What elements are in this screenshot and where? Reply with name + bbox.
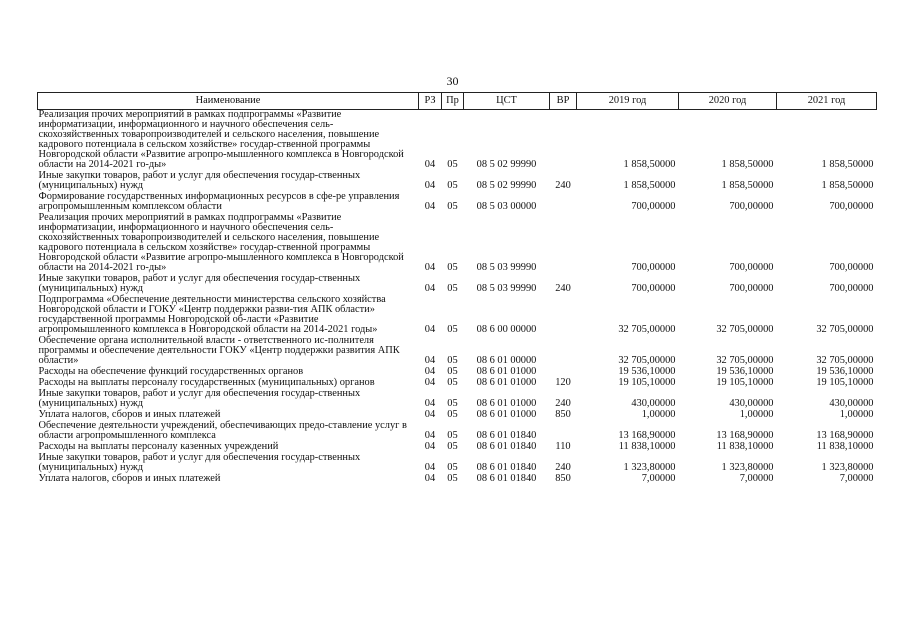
- row-amount-2019: 1 858,50000: [623, 180, 676, 191]
- row-vr: [550, 336, 577, 367]
- row-pr: 05: [447, 262, 458, 273]
- row-amount-2019: 1,00000: [641, 409, 676, 420]
- row-amount-2020: 32 705,00000: [716, 355, 774, 366]
- row-name: Реализация прочих мероприятий в рамках подпрограммы «Развитие информатизации, информационного и научного обеспечения сель-скохозяйственных товаропроизводителей и сельского населения, повышение кадрового потенциала в сельском хозяйстве» государ-ственной программы Новгородской области «Развитие агропро-мышленного комплекса в Новгородской области на 2014-2021 го-ды»: [38, 109, 404, 170]
- row-amount-2021: 430,00000: [829, 398, 874, 409]
- row-cst: 08 6 01 01000: [476, 377, 537, 388]
- row-rz: 04: [424, 473, 436, 484]
- header-rz: РЗ: [419, 93, 442, 110]
- table-row: [38, 474, 877, 485]
- row-vr: [550, 110, 577, 172]
- row-amount-2021: 13 168,90000: [816, 430, 874, 441]
- row-cst: 08 6 01 01000: [476, 398, 537, 409]
- page-number: 30: [446, 74, 459, 88]
- row-cst: 08 6 01 01000: [476, 366, 537, 377]
- row-amount-2020: 32 705,00000: [716, 324, 774, 335]
- row-amount-2019: 13 168,90000: [618, 430, 676, 441]
- row-cst: 08 6 01 01840: [476, 473, 537, 484]
- row-amount-2020: 700,00000: [729, 262, 774, 273]
- row-vr: 850: [555, 409, 571, 420]
- row-rz: 04: [424, 462, 436, 473]
- row-name: Иные закупки товаров, работ и услуг для обеспечения государ-ственных (муниципальных) нужд: [38, 273, 361, 294]
- header-2021: 2021 год: [777, 93, 877, 110]
- row-pr: 05: [447, 159, 458, 170]
- row-amount-2019: 700,00000: [631, 262, 676, 273]
- row-vr: 850: [555, 473, 571, 484]
- row-pr: 05: [447, 398, 458, 409]
- row-name: Обеспечение органа исполнительной власти - ответственного ис-полнителя программы и обеспечение деятельности ГОКУ «Центр поддержки развития АПК области»: [38, 335, 400, 366]
- row-vr: [550, 192, 577, 213]
- row-vr: 240: [555, 398, 571, 409]
- row-vr: [550, 295, 577, 336]
- row-rz: 04: [424, 324, 436, 335]
- row-amount-2021: 7,00000: [839, 473, 874, 484]
- row-pr: 05: [447, 473, 458, 484]
- row-rz: 04: [424, 409, 436, 420]
- row-amount-2020: 1,00000: [739, 409, 774, 420]
- row-pr: 05: [447, 201, 458, 212]
- row-amount-2021: 1 858,50000: [821, 180, 874, 191]
- row-pr: 05: [447, 355, 458, 366]
- row-amount-2021: 11 838,10000: [816, 441, 874, 452]
- table-row: [38, 336, 877, 367]
- row-amount-2020: 1 858,50000: [721, 159, 774, 170]
- row-amount-2021: 19 105,10000: [816, 377, 874, 388]
- table-row: [38, 274, 877, 295]
- row-rz: 04: [424, 201, 436, 212]
- row-vr: 240: [555, 283, 571, 294]
- row-amount-2021: 1,00000: [839, 409, 874, 420]
- row-amount-2019: 32 705,00000: [618, 355, 676, 366]
- row-amount-2021: 32 705,00000: [816, 324, 874, 335]
- row-cst: 08 6 01 01840: [476, 462, 537, 473]
- row-name: Расходы на обеспечение функций государственных органов: [38, 366, 304, 377]
- row-vr: [550, 421, 577, 442]
- row-rz: 04: [424, 366, 436, 377]
- row-amount-2021: 700,00000: [829, 201, 874, 212]
- row-amount-2021: 700,00000: [829, 283, 874, 294]
- row-amount-2020: 1 323,80000: [721, 462, 774, 473]
- row-rz: 04: [424, 377, 436, 388]
- header-vr: ВР: [550, 93, 577, 110]
- table-row: [38, 213, 877, 274]
- row-vr: 120: [555, 377, 571, 388]
- row-amount-2021: 32 705,00000: [816, 355, 874, 366]
- row-amount-2019: 1 858,50000: [623, 159, 676, 170]
- row-amount-2019: 19 536,10000: [618, 366, 676, 377]
- row-amount-2020: 11 838,10000: [716, 441, 774, 452]
- row-vr: [550, 213, 577, 274]
- row-amount-2020: 13 168,90000: [716, 430, 774, 441]
- row-pr: 05: [447, 409, 458, 420]
- row-amount-2019: 7,00000: [641, 473, 676, 484]
- row-amount-2019: 11 838,10000: [618, 441, 676, 452]
- row-cst: 08 5 02 99990: [476, 159, 537, 170]
- row-amount-2020: 19 536,10000: [716, 366, 774, 377]
- row-cst: 08 6 01 01000: [476, 409, 537, 420]
- row-name: Реализация прочих мероприятий в рамках подпрограммы «Развитие информатизации, информационного и научного обеспечения сель-скохозяйственных товаропроизводителей и сельского населения, повышение кадрового потенциала в сельском хозяйстве» государ-ственной программы Новгородской области «Развитие агропро-мышленного комплекса в Новгородской области на 2014-2021 го-ды»: [38, 212, 404, 273]
- row-name: Подпрограмма «Обеспечение деятельности министерства сельского хозяйства Новгородской области и ГОКУ «Центр поддержки разви-тия АПК области» государственной программы Новгородской об-ласти «Развитие агропромышленного комплекса в Новгородской области на 2014-2021 годы»: [38, 294, 386, 335]
- row-name: Формирование государственных информационных ресурсов в сфе-ре управления агропромышленным комплексом области: [38, 191, 400, 212]
- row-amount-2020: 430,00000: [729, 398, 774, 409]
- header-2020: 2020 год: [679, 93, 777, 110]
- table-row: [38, 389, 877, 410]
- table-body: [38, 110, 877, 486]
- header-pr: Пр: [442, 93, 464, 110]
- table-row: [38, 295, 877, 336]
- row-cst: 08 6 00 00000: [476, 324, 537, 335]
- row-vr: 240: [555, 462, 571, 473]
- table-row: [38, 192, 877, 213]
- budget-table: [37, 92, 877, 485]
- table-row: [38, 453, 877, 474]
- row-pr: 05: [447, 283, 458, 294]
- row-amount-2021: 1 858,50000: [821, 159, 874, 170]
- row-amount-2021: 19 536,10000: [816, 366, 874, 377]
- row-rz: 04: [424, 430, 436, 441]
- row-rz: 04: [424, 262, 436, 273]
- row-pr: 05: [447, 366, 458, 377]
- row-name: Иные закупки товаров, работ и услуг для обеспечения государ-ственных (муниципальных) нужд: [38, 388, 361, 409]
- row-amount-2021: 1 323,80000: [821, 462, 874, 473]
- row-amount-2019: 19 105,10000: [618, 377, 676, 388]
- row-cst: 08 5 03 99990: [476, 262, 537, 273]
- row-pr: 05: [447, 462, 458, 473]
- row-name: Расходы на выплаты персоналу казенных учреждений: [38, 441, 279, 452]
- header-name: Наименование: [38, 93, 419, 110]
- row-pr: 05: [447, 324, 458, 335]
- row-pr: 05: [447, 377, 458, 388]
- row-amount-2020: 700,00000: [729, 283, 774, 294]
- row-rz: 04: [424, 159, 436, 170]
- row-name: Уплата налогов, сборов и иных платежей: [38, 409, 221, 420]
- row-amount-2020: 1 858,50000: [721, 180, 774, 191]
- row-amount-2019: 1 323,80000: [623, 462, 676, 473]
- table-header-row: [38, 93, 877, 110]
- table-row: [38, 110, 877, 172]
- table-row: [38, 171, 877, 192]
- row-pr: 05: [447, 430, 458, 441]
- row-cst: 08 5 03 99990: [476, 283, 537, 294]
- row-pr: 05: [447, 180, 458, 191]
- row-vr: 240: [555, 180, 571, 191]
- row-amount-2019: 32 705,00000: [618, 324, 676, 335]
- row-amount-2019: 700,00000: [631, 201, 676, 212]
- row-name: Расходы на выплаты персоналу государственных (муниципальных) органов: [38, 377, 375, 388]
- row-name: Обеспечение деятельности учреждений, обеспечивающих предо-ставление услуг в области агропромышленного комплекса: [38, 420, 407, 441]
- row-amount-2019: 700,00000: [631, 283, 676, 294]
- row-rz: 04: [424, 441, 436, 452]
- row-amount-2021: 700,00000: [829, 262, 874, 273]
- row-rz: 04: [424, 398, 436, 409]
- table-row: [38, 421, 877, 442]
- header-cst: ЦСТ: [464, 93, 550, 110]
- row-cst: 08 5 02 99990: [476, 180, 537, 191]
- row-amount-2019: 430,00000: [631, 398, 676, 409]
- row-name: Уплата налогов, сборов и иных платежей: [38, 473, 221, 484]
- header-2019: 2019 год: [577, 93, 679, 110]
- row-cst: 08 6 01 01840: [476, 430, 537, 441]
- row-amount-2020: 700,00000: [729, 201, 774, 212]
- row-pr: 05: [447, 441, 458, 452]
- row-amount-2020: 7,00000: [739, 473, 774, 484]
- row-name: Иные закупки товаров, работ и услуг для обеспечения государ-ственных (муниципальных) нужд: [38, 170, 361, 191]
- row-amount-2020: 19 105,10000: [716, 377, 774, 388]
- row-vr: 110: [555, 441, 571, 452]
- row-cst: 08 5 03 00000: [476, 201, 537, 212]
- row-name: Иные закупки товаров, работ и услуг для обеспечения государ-ственных (муниципальных) нужд: [38, 452, 361, 473]
- row-rz: 04: [424, 283, 436, 294]
- row-rz: 04: [424, 180, 436, 191]
- row-cst: 08 6 01 00000: [476, 355, 537, 366]
- row-rz: 04: [424, 355, 436, 366]
- row-cst: 08 6 01 01840: [476, 441, 537, 452]
